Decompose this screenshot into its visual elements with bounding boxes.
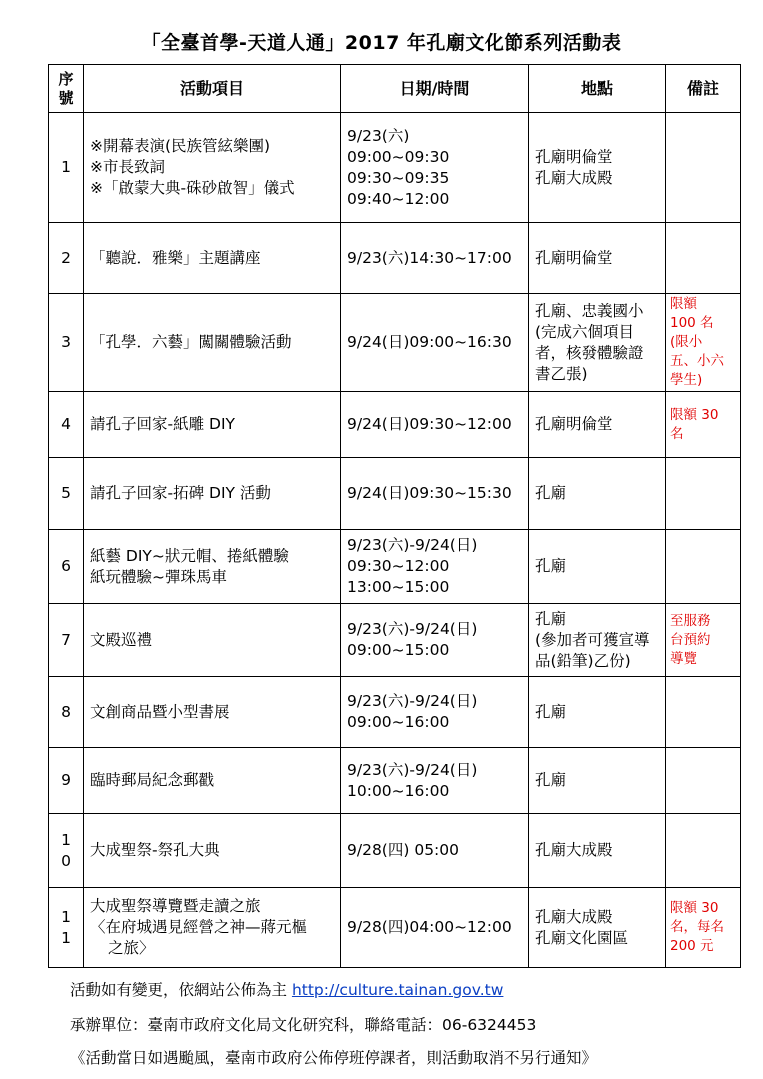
activity-item-line: ※「啟蒙大典-硃砂啟智」儀式 bbox=[90, 179, 295, 197]
table-row bbox=[49, 294, 741, 392]
activity-remarks-line: 名 bbox=[670, 425, 684, 442]
row-number-text: 1 bbox=[61, 158, 71, 176]
activity-item-line: ※市長致詞 bbox=[90, 158, 165, 176]
activity-location-line: 孔廟明倫堂 bbox=[535, 415, 613, 433]
activity-datetime-line: 09:30~12:00 bbox=[347, 557, 450, 575]
activity-remarks-line: 至服務 bbox=[670, 612, 711, 629]
row-number bbox=[49, 814, 84, 888]
row-number bbox=[49, 113, 84, 223]
activity-location bbox=[529, 113, 666, 223]
activity-item bbox=[84, 294, 341, 392]
activity-remarks-line: 導覽 bbox=[670, 650, 697, 667]
row-number bbox=[49, 604, 84, 677]
row-number bbox=[49, 530, 84, 604]
row-number bbox=[49, 677, 84, 748]
activity-item-line: ※開幕表演(民族管絃樂團) bbox=[90, 137, 271, 155]
activity-remarks-line: 五、小六 bbox=[670, 353, 724, 369]
activity-remarks-line: 台預約 bbox=[670, 631, 711, 648]
activity-location-line: 品(鉛筆)乙份) bbox=[535, 651, 631, 670]
activity-remarks bbox=[666, 604, 741, 677]
activity-item-line: 紙玩體驗~彈珠馬車 bbox=[90, 567, 227, 586]
activity-location-line: 孔廟 bbox=[535, 702, 567, 721]
activity-datetime bbox=[341, 458, 529, 530]
activity-location-line: 孔廟 bbox=[535, 771, 567, 789]
row-number-text: 2 bbox=[61, 248, 71, 267]
activity-datetime-line: 9/24(日)09:30~12:00 bbox=[347, 415, 512, 433]
activity-location-line: 孔廟、忠義國小 bbox=[535, 301, 644, 320]
activity-item-line: 大成聖祭導覽暨走讀之旅 bbox=[90, 897, 261, 915]
activity-datetime bbox=[341, 223, 529, 294]
activity-location-line: 孔廟 bbox=[535, 557, 567, 575]
activity-datetime bbox=[341, 294, 529, 392]
row-number bbox=[49, 294, 84, 392]
activity-item bbox=[84, 677, 341, 748]
activity-location bbox=[529, 604, 666, 677]
activity-item-line: 臨時郵局紀念郵戳 bbox=[90, 771, 215, 789]
activity-schedule-table bbox=[48, 64, 741, 968]
activity-remarks bbox=[666, 814, 741, 888]
table-row bbox=[49, 458, 741, 530]
document-title: 「全臺首學-天道人通」2017 年孔廟文化節系列活動表 bbox=[141, 32, 622, 54]
activity-location bbox=[529, 748, 666, 814]
activity-datetime bbox=[341, 113, 529, 223]
activity-item-line: 紙藝 DIY~狀元帽、捲紙體驗 bbox=[90, 546, 289, 565]
header-activity: 活動項目 bbox=[84, 65, 341, 113]
activity-location-line: 孔廟大成殿 bbox=[535, 907, 613, 926]
table-row bbox=[49, 223, 741, 294]
activity-item bbox=[84, 113, 341, 223]
activity-location bbox=[529, 677, 666, 748]
activity-remarks-line: 200 元 bbox=[670, 938, 714, 954]
activity-datetime-line: 09:00~16:00 bbox=[347, 713, 450, 731]
activity-location-line: 孔廟明倫堂 bbox=[535, 248, 613, 267]
row-number-text: 7 bbox=[61, 630, 71, 649]
activity-datetime-line: 9/28(四)04:00~12:00 bbox=[347, 918, 512, 936]
change-notice-text: 活動如有變更，依網站公佈為主 bbox=[70, 981, 292, 999]
activity-datetime-line: 13:00~15:00 bbox=[347, 578, 450, 596]
activity-datetime-line: 9/23(六) bbox=[347, 126, 410, 145]
row-number bbox=[49, 458, 84, 530]
activity-item-line: 大成聖祭-祭孔大典 bbox=[90, 841, 220, 859]
activity-item bbox=[84, 223, 341, 294]
activity-datetime-line: 09:30~09:35 bbox=[347, 168, 450, 187]
activity-datetime-line: 9/23(六)-9/24(日) bbox=[347, 692, 478, 710]
activity-location-line: 孔廟 bbox=[535, 484, 567, 502]
header-location: 地點 bbox=[529, 65, 666, 113]
activity-item-line: 〈在府城遇見經營之神—蔣元樞 bbox=[90, 918, 308, 936]
activity-datetime bbox=[341, 888, 529, 968]
activity-location bbox=[529, 458, 666, 530]
row-number bbox=[49, 223, 84, 294]
table-row bbox=[49, 604, 741, 677]
activity-datetime bbox=[341, 677, 529, 748]
activity-location-line: 者，核發體驗證 bbox=[535, 343, 644, 362]
activity-item-line: 「聽說．雅樂」主題講座 bbox=[90, 248, 261, 267]
activity-item-line: 之旅〉 bbox=[108, 939, 155, 957]
table-row bbox=[49, 748, 741, 814]
activity-item bbox=[84, 530, 341, 604]
activity-remarks-line: 限額 30 bbox=[670, 406, 719, 423]
activity-item bbox=[84, 888, 341, 968]
activity-item-line: 請孔子回家-拓碑 DIY 活動 bbox=[90, 484, 271, 502]
table-row bbox=[49, 392, 741, 458]
activity-location-line: 孔廟大成殿 bbox=[535, 841, 613, 859]
activity-location-line: (完成六個項目 bbox=[535, 322, 635, 341]
activity-datetime bbox=[341, 392, 529, 458]
activity-remarks-line: 限額 30 bbox=[670, 900, 719, 916]
activity-datetime bbox=[341, 530, 529, 604]
activity-item-line: 文殿巡禮 bbox=[90, 630, 153, 649]
row-number-text: 1 1 bbox=[61, 907, 71, 947]
activity-location-line: 書乙張) bbox=[535, 364, 588, 383]
table-row bbox=[49, 888, 741, 968]
activity-item-line: 請孔子回家-紙雕 DIY bbox=[90, 415, 235, 433]
activity-item bbox=[84, 814, 341, 888]
activity-remarks-line: 100 名 bbox=[670, 315, 714, 331]
organizer-info: 承辦單位：臺南市政府文化局文化研究科，聯絡電話：06-6324453 bbox=[70, 1016, 537, 1034]
activity-location-line: 孔廟 bbox=[535, 609, 567, 628]
activity-location bbox=[529, 814, 666, 888]
activity-datetime-line: 09:40~12:00 bbox=[347, 189, 450, 208]
activity-item bbox=[84, 604, 341, 677]
activity-datetime-line: 9/28(四) 05:00 bbox=[347, 841, 459, 859]
table-row bbox=[49, 530, 741, 604]
activity-remarks bbox=[666, 392, 741, 458]
header-number: 序 號 bbox=[49, 65, 84, 113]
activity-datetime-line: 9/24(日)09:00~16:30 bbox=[347, 333, 512, 351]
activity-datetime-line: 09:00~15:00 bbox=[347, 641, 450, 659]
activity-location-line: (參加者可獲宣導 bbox=[535, 630, 650, 649]
activity-datetime-line: 10:00~16:00 bbox=[347, 781, 450, 800]
activity-remarks-line: 學生) bbox=[670, 372, 703, 388]
activity-location bbox=[529, 530, 666, 604]
activity-location bbox=[529, 392, 666, 458]
activity-remarks bbox=[666, 113, 741, 223]
activity-remarks-line: (限小 bbox=[670, 334, 703, 350]
row-number-text: 3 bbox=[61, 333, 71, 351]
activity-datetime-line: 9/24(日)09:30~15:30 bbox=[347, 484, 512, 502]
typhoon-notice: 《活動當日如遇颱風，臺南市政府公佈停班停課者，則活動取消不另行通知》 bbox=[70, 1049, 598, 1067]
row-number bbox=[49, 888, 84, 968]
activity-datetime bbox=[341, 814, 529, 888]
activity-datetime-line: 9/23(六)-9/24(日) bbox=[347, 536, 478, 554]
row-number bbox=[49, 392, 84, 458]
activity-remarks-line: 限額 bbox=[670, 296, 697, 312]
table-row bbox=[49, 814, 741, 888]
row-number-text: 8 bbox=[61, 702, 71, 721]
activity-location bbox=[529, 223, 666, 294]
header-remarks: 備註 bbox=[666, 65, 741, 113]
activity-remarks bbox=[666, 294, 741, 392]
activity-location-line: 孔廟大成殿 bbox=[535, 168, 613, 187]
activity-datetime-line: 9/23(六)14:30~17:00 bbox=[347, 248, 512, 267]
table-row bbox=[49, 677, 741, 748]
row-number-text: 9 bbox=[61, 771, 71, 789]
activity-remarks bbox=[666, 888, 741, 968]
activity-datetime-line: 9/23(六)-9/24(日) bbox=[347, 760, 478, 779]
activity-location bbox=[529, 888, 666, 968]
row-number-text: 5 bbox=[61, 484, 71, 502]
row-number-text: 6 bbox=[61, 557, 71, 575]
activity-item bbox=[84, 392, 341, 458]
activity-datetime-line: 09:00~09:30 bbox=[347, 147, 450, 166]
row-number-text: 1 0 bbox=[61, 830, 71, 870]
activity-datetime bbox=[341, 604, 529, 677]
activity-remarks bbox=[666, 748, 741, 814]
activity-remarks bbox=[666, 677, 741, 748]
table-header-row bbox=[49, 65, 741, 113]
activity-item-line: 「孔學．六藝」闖關體驗活動 bbox=[90, 333, 292, 351]
activity-item-line: 文創商品暨小型書展 bbox=[90, 702, 230, 721]
activity-location-line: 孔廟文化園區 bbox=[535, 928, 629, 947]
activity-datetime-line: 9/23(六)-9/24(日) bbox=[347, 620, 478, 638]
activity-remarks bbox=[666, 223, 741, 294]
row-number bbox=[49, 748, 84, 814]
activity-location bbox=[529, 294, 666, 392]
change-notice bbox=[70, 978, 503, 1000]
activity-remarks-line: 名，每名 bbox=[670, 919, 724, 935]
activity-location-line: 孔廟明倫堂 bbox=[535, 147, 613, 166]
activity-datetime bbox=[341, 748, 529, 814]
website-link[interactable]: http://culture.tainan.gov.tw bbox=[291, 981, 504, 999]
activity-item bbox=[84, 458, 341, 530]
activity-remarks bbox=[666, 458, 741, 530]
activity-item bbox=[84, 748, 341, 814]
row-number-text: 4 bbox=[61, 415, 71, 433]
activity-remarks bbox=[666, 530, 741, 604]
table-row bbox=[49, 113, 741, 223]
header-datetime: 日期/時間 bbox=[341, 65, 529, 113]
